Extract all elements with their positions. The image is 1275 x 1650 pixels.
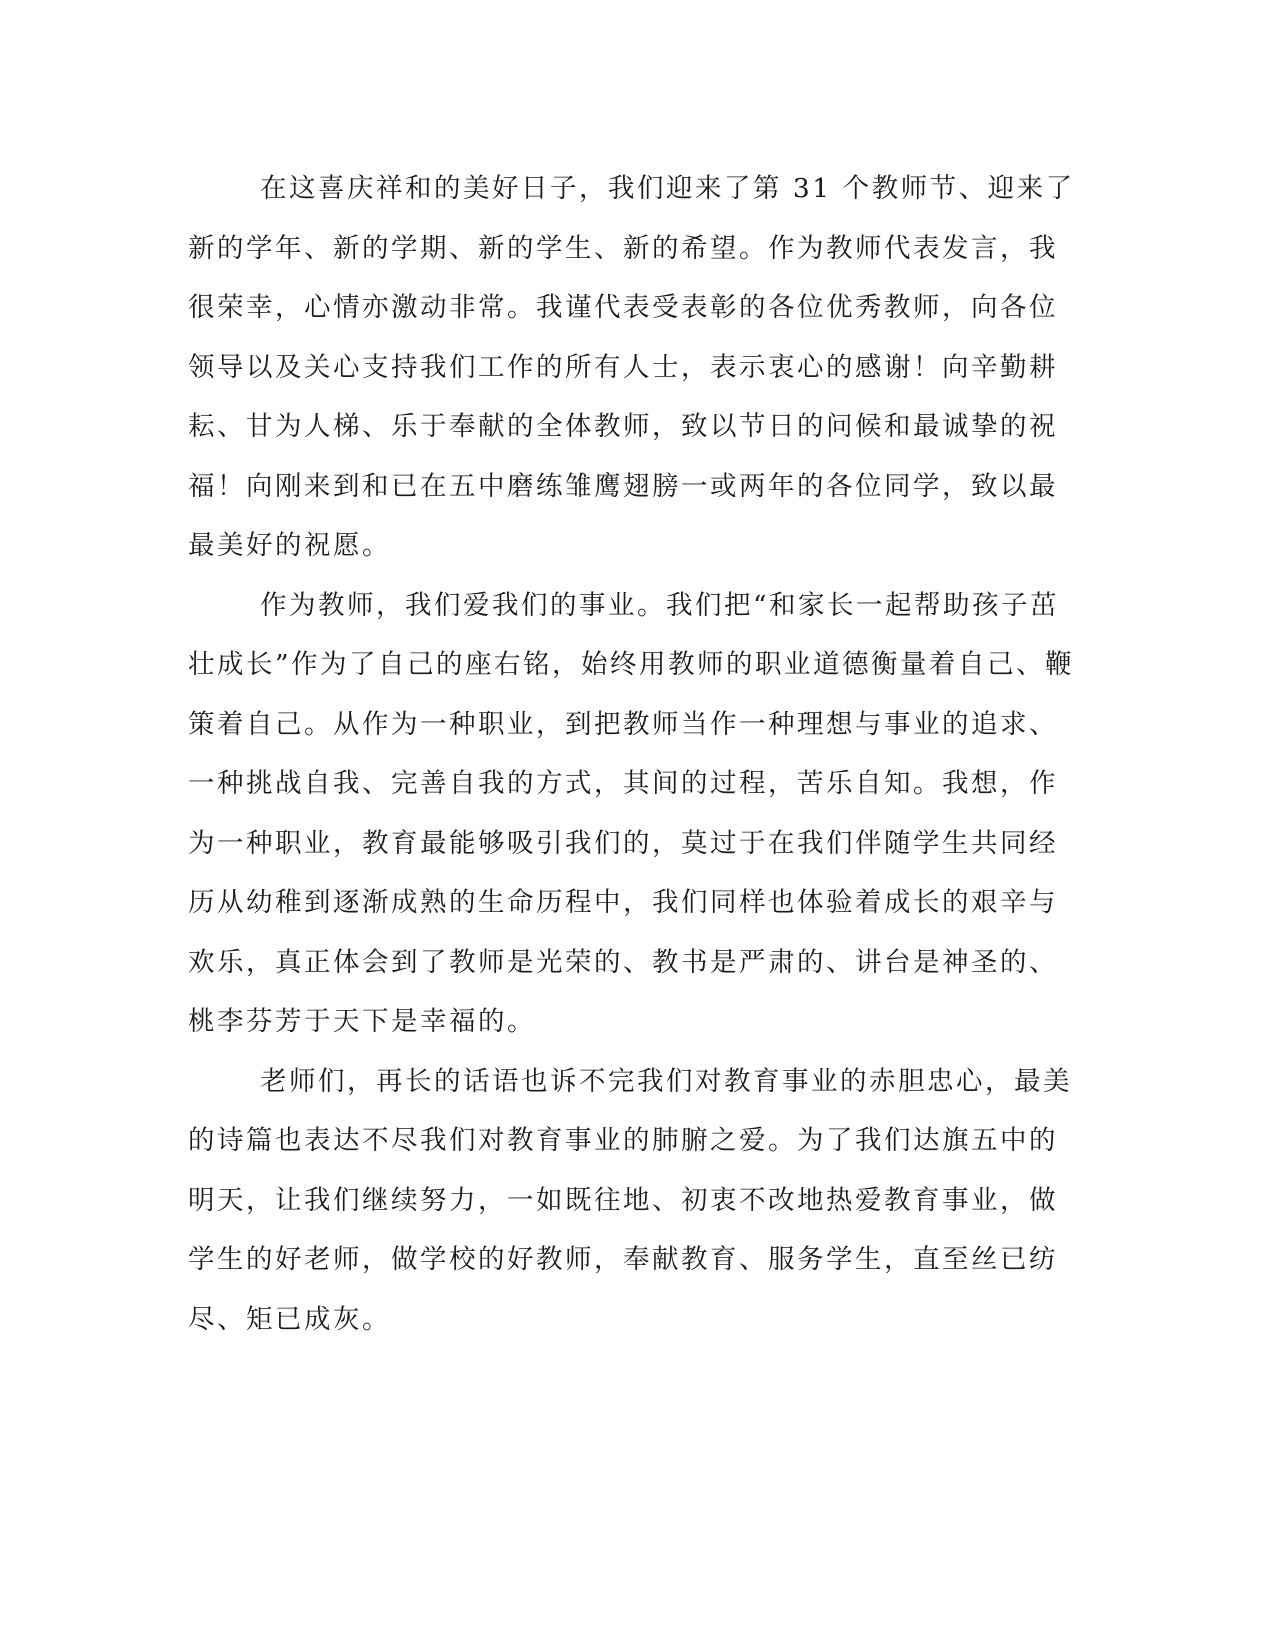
paragraph-3-line: 尽、矩已成灰。 [188, 1303, 391, 1335]
paragraph-3-line: 的诗篇也表达不尽我们对教育事业的肺腑之爱。为了我们达旗五中的 [188, 1125, 1058, 1156]
paragraph-3-line: 学生的好老师，做学校的好教师，奉献教育、服务学生，直至丝已纺 [188, 1244, 1058, 1275]
paragraph-1-line: 很荣幸，心情亦激动非常。我谨代表受表彰的各位优秀教师，向各位 [188, 292, 1058, 323]
paragraph-1-line: 领导以及关心支持我们工作的所有人士，表示衷心的感谢！向辛勤耕 [188, 351, 1058, 383]
paragraph-2-line: 作为教师，我们爱我们的事业。我们把“和家长一起帮助孩子茁 [260, 589, 1060, 621]
paragraph-3-line: 明天，让我们继续努力，一如既往地、初衷不改地热爱教育事业，做 [188, 1184, 1058, 1216]
paragraph-2-line: 历从幼稚到逐渐成熟的生命历程中，我们同样也体验着成长的艰辛与 [188, 887, 1058, 918]
paragraph-2-line: 桃李芬芳于天下是幸福的。 [188, 1006, 536, 1037]
paragraph-2 [188, 576, 1088, 1052]
paragraph-3 [188, 1052, 1088, 1350]
paragraph-1 [188, 159, 1088, 576]
paragraph-1-line: 在这喜庆祥和的美好日子，我们迎来了第 31 个教师节、迎来了 [260, 173, 1075, 204]
paragraph-3-line: 老师们，再长的话语也诉不完我们对教育事业的赤胆忠心，最美 [260, 1065, 1072, 1097]
paragraph-1-line: 最美好的祝愿。 [188, 530, 391, 561]
paragraph-1-line: 新的学年、新的学期、新的学生、新的希望。作为教师代表发言，我 [188, 232, 1058, 264]
paragraph-2-line: 策着自己。从作为一种职业，到把教师当作一种理想与事业的追求、 [188, 708, 1058, 740]
paragraph-2-line: 欢乐，真正体会到了教师是光荣的、教书是严肃的、讲台是神圣的、 [188, 946, 1058, 978]
paragraph-2-line: 壮成长”作为了自己的座右铭，始终用教师的职业道德衡量着自己、鞭 [188, 649, 1075, 680]
paragraph-1-line: 福！向刚来到和已在五中磨练雏鹰翅膀一或两年的各位同学，致以最 [188, 470, 1058, 502]
document-body [188, 159, 1088, 1349]
paragraph-2-line: 一种挑战自我、完善自我的方式，其间的过程，苦乐自知。我想，作 [188, 768, 1058, 799]
paragraph-1-line: 耘、甘为人梯、乐于奉献的全体教师，致以节日的问候和最诚挚的祝 [188, 411, 1058, 442]
paragraph-2-line: 为一种职业，教育最能够吸引我们的，莫过于在我们伴随学生共同经 [188, 827, 1058, 859]
